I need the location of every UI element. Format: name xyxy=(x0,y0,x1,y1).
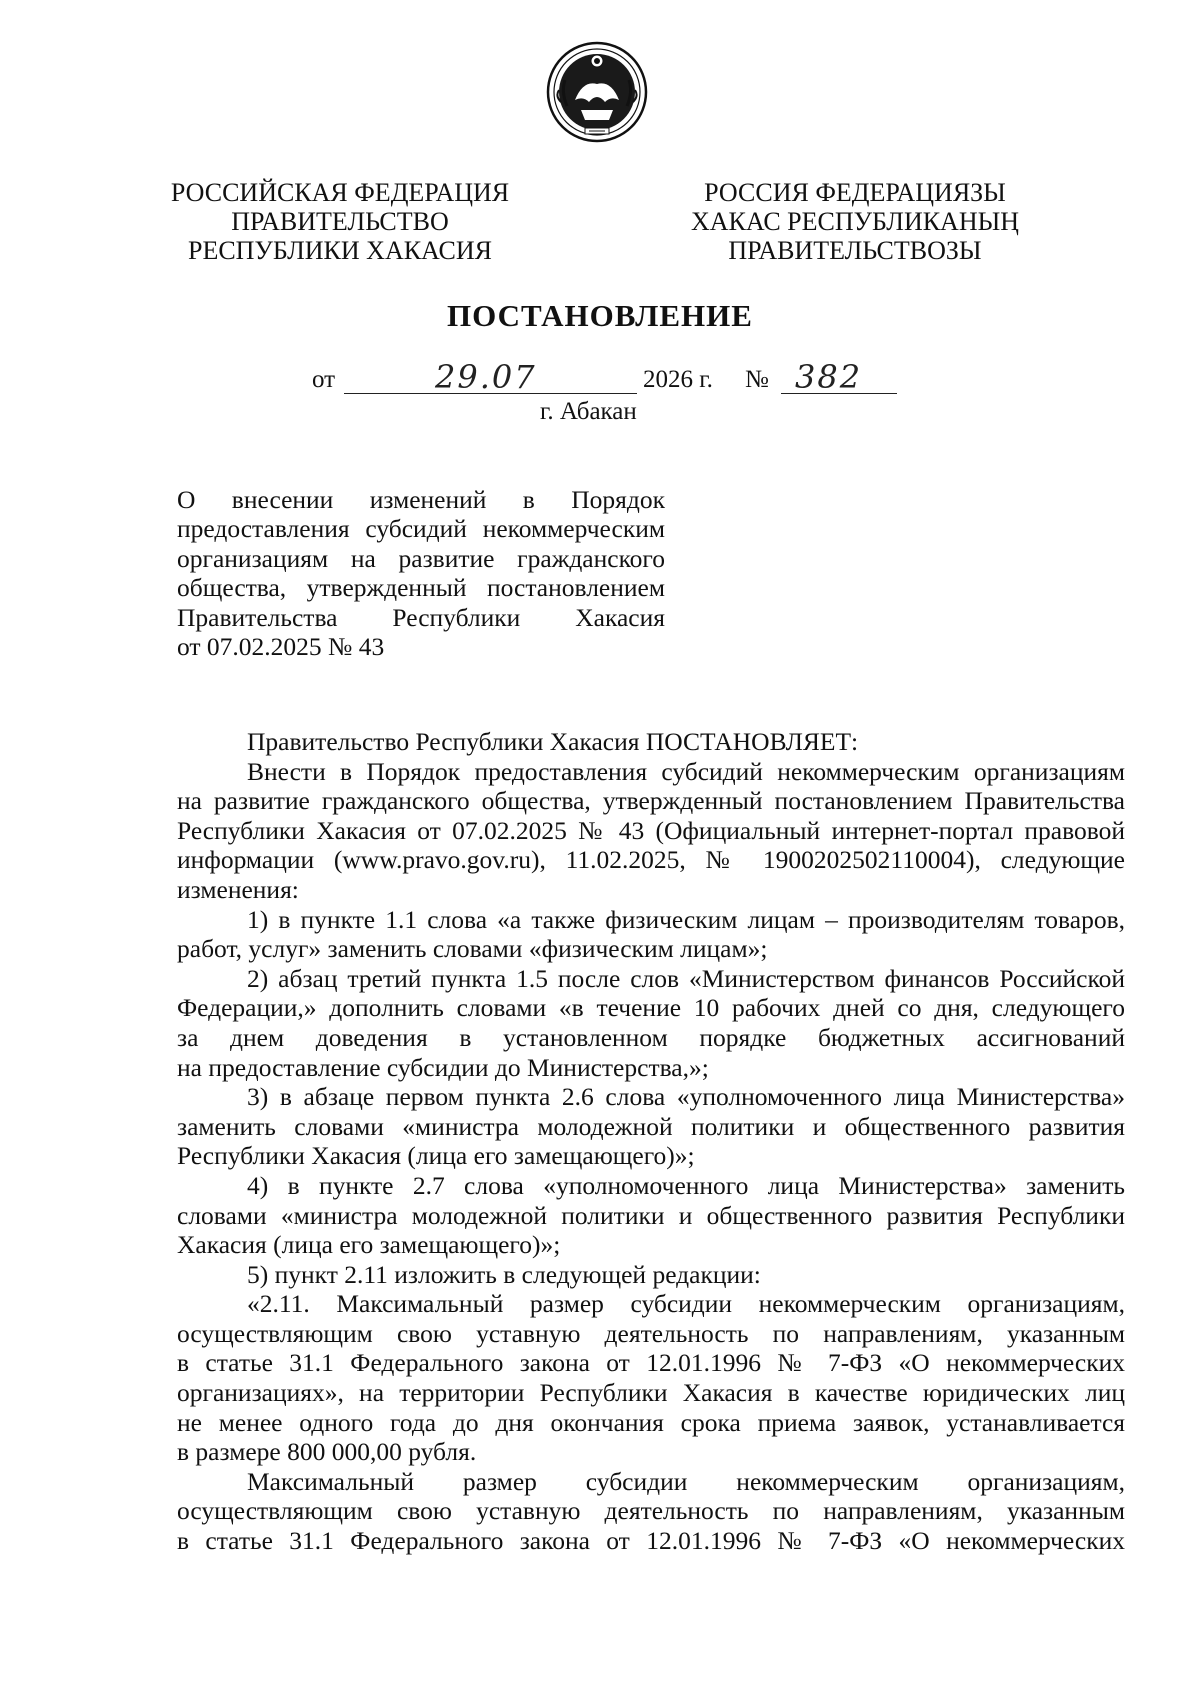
number-handwritten: 382 xyxy=(795,358,863,396)
document-title: ПОСТАНОВЛЕНИЕ xyxy=(447,298,753,333)
body-line: Федерации,» дополнить словами «в течение 10 рабочих дней со дня, следующего xyxy=(177,993,1125,1023)
body-line: в размере 800 000,00 рубля. xyxy=(177,1437,477,1467)
number-label: № xyxy=(745,366,769,393)
body-line: 1) в пункте 1.1 слова «а также физическим лицам – производителям товаров, xyxy=(247,904,1125,934)
body-line: осуществляющим свою уставную деятельность по направлениям, указанным xyxy=(177,1318,1125,1348)
subject-line: организациям на развитие гражданского xyxy=(177,543,665,573)
body-line: заменить словами «министра молодежной политики и общественного развития xyxy=(177,1111,1125,1141)
body-line: работ, услуг» заменить словами «физическим лицам»; xyxy=(177,934,768,964)
header-ru-line-3: РЕСПУБЛИКИ ХАКАСИЯ xyxy=(187,236,492,265)
year-label: 2026 г. xyxy=(643,366,713,393)
header-kjh xyxy=(665,178,1045,265)
body-line: в статье 31.1 Федерального закона от 12.01.1996 № 7-ФЗ «О некоммерческих xyxy=(177,1348,1125,1378)
header-ru-line-2: ПРАВИТЕЛЬСТВО xyxy=(231,207,449,236)
header-kjh-line-1: РОССИЯ ФЕДЕРАЦИЯЗЫ xyxy=(704,178,1006,207)
date-handwritten: 29.07 xyxy=(435,358,537,396)
body-line: Республики Хакасия (лица его замещающего)»; xyxy=(177,1141,695,1171)
body-line: на развитие гражданского общества, утвержденный постановлением Правительства xyxy=(177,786,1125,816)
body-line: в статье 31.1 Федерального закона от 12.01.1996 № 7-ФЗ «О некоммерческих xyxy=(177,1526,1125,1556)
date-prefix: от xyxy=(312,366,336,393)
body-line: Внести в Порядок предоставления субсидий некоммерческим организациям xyxy=(247,756,1125,786)
body-line: изменения: xyxy=(177,874,299,904)
document-body xyxy=(177,727,1125,1556)
body-line: 3) в абзаце первом пункта 2.6 слова «уполномоченного лица Министерства» xyxy=(247,1082,1125,1112)
body-line: Правительство Республики Хакасия ПОСТАНОВЛЯЕТ: xyxy=(247,727,859,756)
document-subject xyxy=(177,485,665,661)
body-line: осуществляющим свою уставную деятельность по направлениям, указанным xyxy=(177,1496,1125,1526)
body-line: 2) абзац третий пункта 1.5 после слов «Министерством финансов Российской xyxy=(247,963,1125,993)
body-line: на предоставление субсидии до Министерства,»; xyxy=(177,1052,709,1082)
subject-line: от 07.02.2025 № 43 xyxy=(177,632,385,662)
body-line: не менее одного года до дня окончания срока приема заявок, устанавливается xyxy=(177,1407,1125,1437)
body-line: Хакасия (лица его замещающего)»; xyxy=(177,1230,561,1260)
khakassia-coat-of-arms-icon xyxy=(545,40,649,144)
body-line: 4) в пункте 2.7 слова «уполномоченного лица Министерства» заменить xyxy=(247,1170,1125,1200)
subject-line: предоставления субсидий некоммерческим xyxy=(177,514,665,544)
header-ru xyxy=(150,178,530,265)
body-line: Республики Хакасия от 07.02.2025 № 43 (Официальный интернет-портал правовой xyxy=(177,815,1125,845)
subject-line: общества, утвержденный постановлением xyxy=(177,573,665,603)
city-label: г. Абакан xyxy=(540,398,637,425)
body-line: за днем доведения в установленном порядке бюджетных ассигнований xyxy=(177,1022,1125,1052)
body-line: организациях», на территории Республики Хакасия в качестве юридических лиц xyxy=(177,1378,1125,1408)
header-ru-line-1: РОССИЙСКАЯ ФЕДЕРАЦИЯ xyxy=(170,178,510,207)
body-line: словами «министра молодежной политики и общественного развития Республики xyxy=(177,1200,1125,1230)
subject-line: О внесении изменений в Порядок xyxy=(177,485,665,514)
body-line: 5) пункт 2.11 изложить в следующей редакции: xyxy=(247,1259,761,1289)
body-line: Максимальный размер субсидии некоммерческим организациям, xyxy=(247,1466,1125,1496)
body-line: информации (www.pravo.gov.ru), 11.02.2025, № 1900202502110004), следующие xyxy=(177,845,1125,875)
subject-line: Правительства Республики Хакасия xyxy=(177,602,665,632)
body-line: «2.11. Максимальный размер субсидии некоммерческим организациям, xyxy=(247,1289,1125,1319)
header-kjh-line-3: ПРАВИТЕЛЬСТВОЗЫ xyxy=(728,236,982,265)
header-kjh-line-2: ХАКАС РЕСПУБЛИКАНЫҢ xyxy=(690,207,1020,236)
